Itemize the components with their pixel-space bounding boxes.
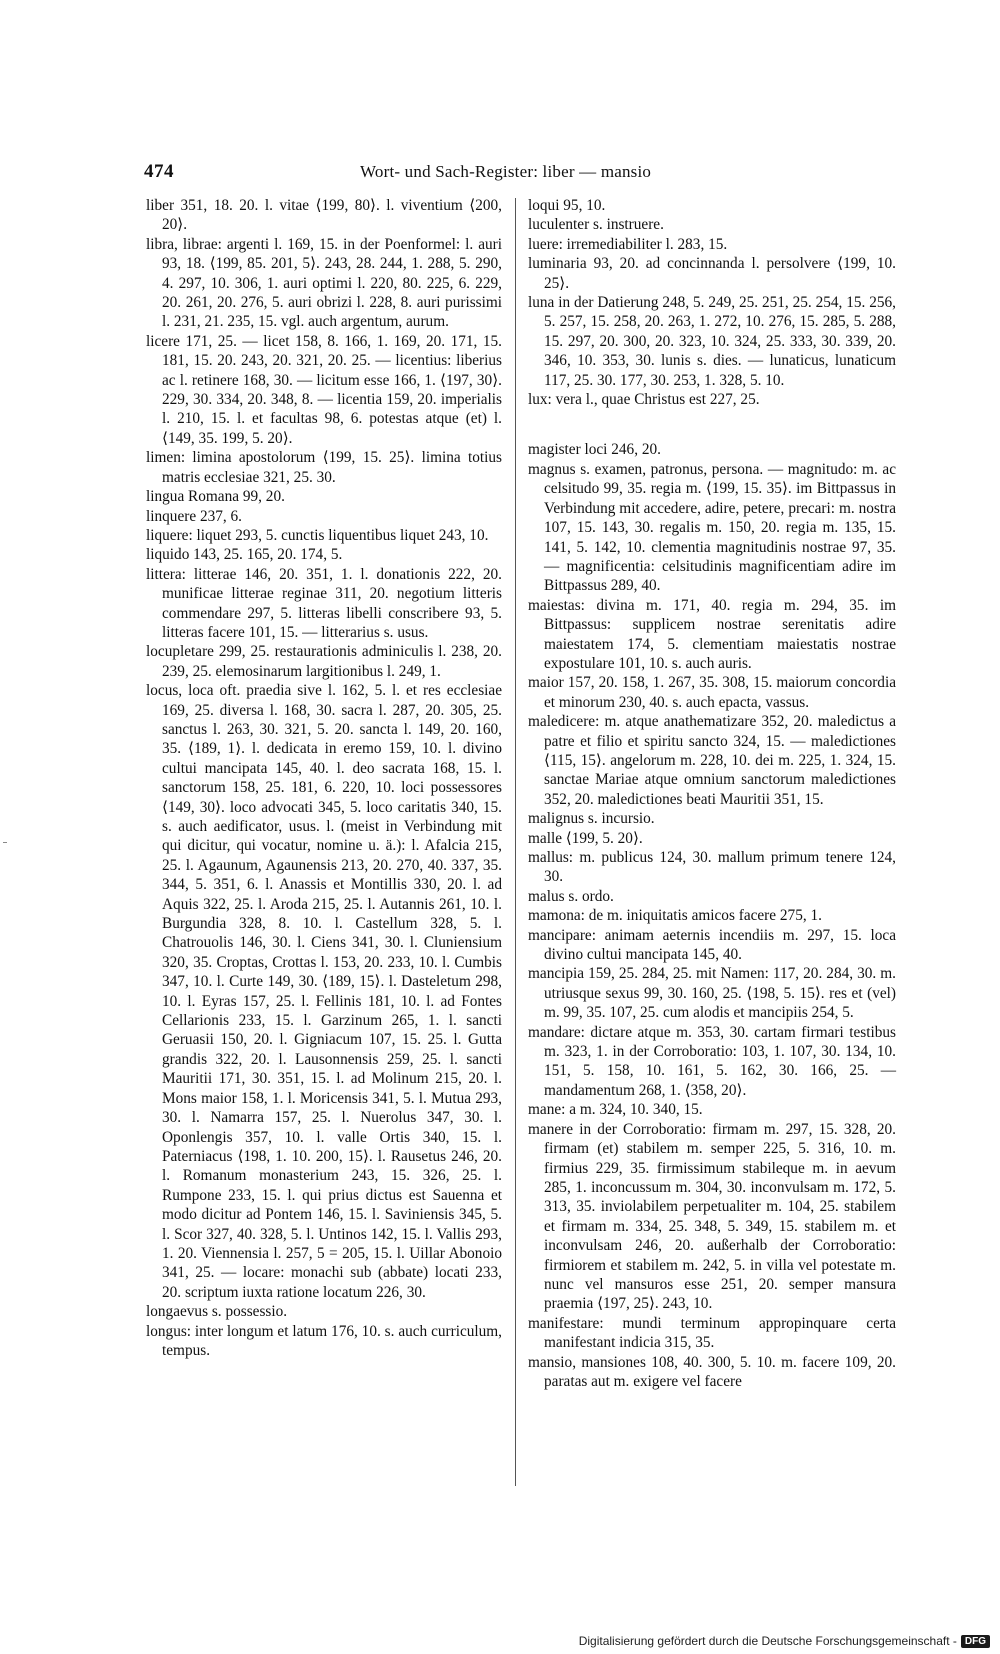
index-entry: luna in der Datierung 248, 5. 249, 25. 251, 25. 254, 15. 256, 5. 257, 15. 258, 20. 263, 1. 272, 10. 276, 15. 285, 5. 288, 15. 297, 20. 300, 20. 323, 10. 324, 25. 333, 30. 339, 20. 346, 10. 353, 30. lunis s. dies. — lunaticus, lunaticum 117, 25. 30. 177, 30. 253, 1. 328, 5. 10. <box>528 294 896 389</box>
right-column-section-l <box>528 196 896 409</box>
index-entry: manere in der Corroboratio: firmam m. 297, 15. 328, 20. firmam (et) stabilem m. semper 225, 5. 316, 10. m. firmius 229, 35. firmissimum stabileque m. in aevum 285, 1. inconcussum m. 304, 30. inconvulsam m. 172, 5. 313, 35. inviolabilem perpetualiter m. 104, 25. stabilem et firmam m. 334, 25. 348, 5. 349, 15. stabilem m. et inconvulsam 246, 20. außerhalb der Corroboratio: firmiorem et stabilem m. 242, 5. in villa vel potestate m. nunc vel mansuros esse 251, 20. semper mansura praemia ⟨197, 25⟩. 243, 10. <box>528 1120 896 1313</box>
right-column <box>528 196 896 1391</box>
index-entry: mane: a m. 324, 10. 340, 15. <box>528 1101 703 1119</box>
digitization-footer <box>579 1634 990 1648</box>
index-entry: mamona: de m. iniquitatis amicos facere 275, 1. <box>528 907 822 925</box>
index-entry: liquido 143, 25. 165, 20. 174, 5. <box>146 546 343 564</box>
footer-credit: Digitalisierung gefördert durch die Deutsche Forschungsgemeinschaft - <box>578 1634 957 1648</box>
index-entry: maledicere: m. atque anathematizare 352, 20. maledictus a patre et filio et spiritu sancto 324, 15. — maledictiones ⟨115, 15⟩. angelorum m. 228, 10. dei m. 225, 1. 324, 15. sanctae Mariae atque omnium sanctorum maledictiones 352, 20. maledictiones beati Mauritii 351, 15. <box>528 713 896 808</box>
index-entry: mansio, mansiones 108, 40. 300, 5. 10. m. facere 109, 20. paratas aut m. exigere vel facere <box>528 1353 896 1390</box>
index-entry: locupletare 299, 25. restaurationis adminiculis l. 238, 20. 239, 25. elemosinarum largitionibus l. 249, 1. <box>146 643 502 680</box>
index-entry: liber 351, 18. 20. l. vitae ⟨199, 80⟩. l. viventium ⟨200, 20⟩. <box>146 197 502 234</box>
margin-mark <box>3 842 7 843</box>
index-entry: malignus s. incursio. <box>528 810 655 828</box>
index-entry: linquere 237, 6. <box>146 507 243 525</box>
index-entry: magnus s. examen, patronus, persona. — magnitudo: m. ac celsitudo 99, 35. regia m. ⟨199, 15. 35⟩. im Bittpassus in Verbindung mit accedere, adire, petere, precari: m. nostra 107, 15. 143, 30. regalis m. 150, 20. regia m. 135, 15. 141, 5. 142, 10. clementia magnitudinis nostrae 97, 35. — magnificentia: celsitudinis magnificentiam adire im Bittpassus 289, 40. <box>528 460 896 595</box>
index-entry: mandare: dictare atque m. 353, 30. cartam firmari testibus m. 323, 1. in der Corroboratio: 103, 1. 107, 30. 134, 10. 151, 5. 158, 10. 161, 5. 162, 30. 166, 25. — mandamentum 268, 1. ⟨358, 20⟩. <box>528 1023 896 1099</box>
index-entry: mancipare: animam aeternis incendiis m. 297, 15. loca divino cultui mancipata 145, 40. <box>528 926 896 964</box>
index-entry: mallus: m. publicus 124, 30. mallum primum tenere 124, 30. <box>528 849 896 886</box>
index-entry: libra, librae: argenti l. 169, 15. in der Poenformel: l. auri 93, 18. ⟨199, 85. 201, 5⟩. 243, 28. 244, 1. 288, 5. 290, 4. 297, 10. 306, 1. auri optimi l. 220, 80. 225, 6. 229, 20. 261, 20. 276, 5. auri obrizi l. 228, 8. auri purissimi l. 231, 21. 235, 15. vgl. auch argentum, aurum. <box>146 235 502 331</box>
index-entry: maiestas: divina m. 171, 40. regia m. 294, 35. im Bittpassus: supplicem nostrae serenitatis adire maiestatem 174, 5. clementiam maiestatis nostrae expostulare 101, 10. s. auch auris. <box>528 596 896 672</box>
index-entry: lingua Romana 99, 20. <box>146 488 285 506</box>
left-column <box>146 196 502 1360</box>
dfg-logo: DFG <box>961 1635 990 1648</box>
index-entry: magister loci 246, 20. <box>528 441 661 459</box>
index-entry: loqui 95, 10. <box>528 197 606 214</box>
index-entry: luminaria 93, 20. ad concinnanda l. persolvere ⟨199, 10. 25⟩. <box>528 255 896 292</box>
index-entry: longus: inter longum et latum 176, 10. s. auch curriculum, tempus. <box>146 1322 502 1359</box>
index-entry: mancipia 159, 25. 284, 25. mit Namen: 117, 20. 284, 30. m. utriusque sexus 99, 30. 160, 25. ⟨198, 5. 15⟩. res et (vel) m. 99, 35. 107, 25. cum alodis et mancipiis 254, 5. <box>528 965 896 1022</box>
section-gap <box>528 409 896 440</box>
index-entry: manifestare: mundi terminum appropinquare certa manifestant indicia 315, 35. <box>528 1314 896 1352</box>
running-head: Wort- und Sach-Register: liber — mansio <box>360 162 652 181</box>
index-entry: malus s. ordo. <box>528 887 614 905</box>
index-entry: locus, loca oft. praedia sive l. 162, 5. l. et res ecclesiae 169, 25. diversa l. 168, 30. sacra l. 287, 20. 305, 25. sanctus l. 263, 30. 321, 5. 20. sancta l. 149, 20. 160, 35. ⟨189, 1⟩. l. dedicata in eremo 159, 10. l. divino cultui mancipata 145, 40. l. deo sacrata 168, 15. l. sanctorum 158, 25. 181, 6. 220, 10. loci possessores ⟨149, 30⟩. loco advocati 345, 5. loco caritatis 340, 15. s. auch aedificator, usus. l. (meist in Verbindung mit qui dicitur, qui vocatur, nomine u. ä.): l. Afalcia 215, 25. l. Agaunum, Agaunensis 213, 20. 270, 40. 337, 35. 344, 5. 351, 6. l. Anassis et Montillis 330, 20. l. ad Aquis 322, 25. l. Aroda 215, 25. l. Autannis 261, 10. l. Burgundia 328, 8. 10. l. Castellum 328, 5. l. Chatrouolis 146, 30. l. Ciens 341, 30. l. Cluniensium 320, 35. Croptas, Crottas l. 153, 20. 233, 10. l. Cumbis 347, 10. l. Curte 149, 30. ⟨189, 15⟩. l. Dasteletum 298, 10. l. Eyras 157, 25. l. Fellinis 181, 10. l. ad Fontes Cellarionis 233, 15. l. Garzinum 265, 1. l. sancti Geruasii 150, 20. l. Gigniacum 107, 15. 25. l. Gutta grandis 322, 20. l. Lausonnensis 259, 25. l. sancti Mauritii 171, 30. 351, 15. l. ad Molinum 215, 20. l. Mons maior 158, 1. l. Moricensis 341, 5. l. Mutua 293, 30. l. Namarra 157, 25. l. Nuerolus 347, 30. l. Oponlengis 357, 10. l. valle Ortis 340, 15. l. Paterniacus ⟨198, 1. 10. 200, 15⟩. l. Rausetus 246, 20. l. Romanum monasterium 243, 15. 326, 25. l. Rumpone 233, 15. l. qui prius dictus est Sauenna et modo dicitur ad Pontem 146, 15. l. Saviniensis 345, 5. l. Scor 327, 40. 328, 5. l. Untinos 142, 15. l. Vallis 293, 1. 20. Viennensia l. 257, 5 = 205, 15. l. Uillar Abonoio 341, 25. — locare: monachi sub (abbate) locati 233, 20. scriptum iuxta ratione locatum 226, 30. <box>146 682 502 1301</box>
right-column-section-m <box>528 440 896 1391</box>
index-entry: lux: vera l., quae Christus est 227, 25. <box>528 391 760 409</box>
column-divider <box>515 198 516 1486</box>
index-entry: limen: limina apostolorum ⟨199, 15. 25⟩. limina totius matris ecclesiae 321, 25. 30. <box>146 449 502 486</box>
index-entry: longaevus s. possessio. <box>146 1303 288 1321</box>
index-entry: luculenter s. instruere. <box>528 216 664 234</box>
index-entry: littera: litterae 146, 20. 351, 1. l. donationis 222, 20. munificae litterae reginae 311, 20. negotium litteris commendare 297, 5. litteras libelli conscribere 93, 5. litteras facere 101, 15. — litterarius s. usus. <box>146 565 502 641</box>
page-number: 474 <box>144 161 174 182</box>
index-entry: liquere: liquet 293, 5. cunctis liquentibus liquet 243, 10. <box>146 526 489 544</box>
index-entry: licere 171, 25. — licet 158, 8. 166, 1. 169, 20. 171, 15. 181, 15. 20. 243, 20. 321, 20. 25. — licentius: liberius ac l. retinere 168, 30. — licitum esse 166, 1. ⟨197, 30⟩. 229, 30. 334, 20. 348, 8. — licentia 159, 20. imperialis l. 210, 15. l. et facultas 98, 6. potestas atque (et) l. ⟨149, 35. 199, 5. 20⟩. <box>146 332 502 447</box>
index-entry: malle ⟨199, 5. 20⟩. <box>528 829 643 847</box>
index-entry: maior 157, 20. 158, 1. 267, 35. 308, 15. maiorum concordia et minorum 230, 40. s. auch epacta, vassus. <box>528 674 896 711</box>
index-entry: luere: irremediabiliter l. 283, 15. <box>528 235 728 253</box>
